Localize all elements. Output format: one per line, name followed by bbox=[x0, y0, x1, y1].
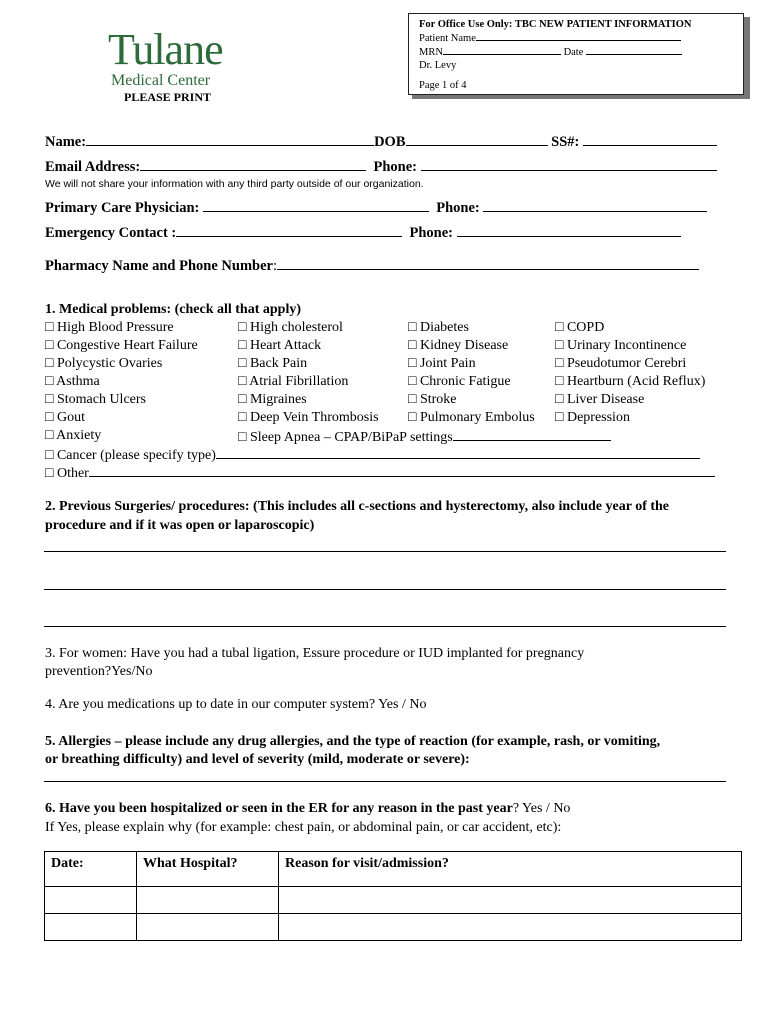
emergency-label: Emergency Contact : bbox=[45, 225, 177, 241]
dob-label: DOB bbox=[374, 134, 406, 150]
emergency-row bbox=[45, 224, 681, 242]
answer-line[interactable] bbox=[44, 626, 726, 627]
q1-col3-item[interactable]: □ Diabetes bbox=[408, 320, 469, 335]
q2-text: 2. Previous Surgeries/ procedures: (This includes all c-sections and hysterectomy, also include year of the bbox=[45, 499, 670, 514]
table-cell[interactable] bbox=[137, 887, 279, 914]
dob-field[interactable] bbox=[406, 133, 548, 146]
ss-field[interactable] bbox=[583, 133, 717, 146]
q3-text: 3. For women: Have you had a tubal ligation, Essure procedure or IUD implanted for pregnancy bbox=[45, 646, 585, 661]
email-row bbox=[45, 158, 717, 176]
phone-label: Phone: bbox=[373, 159, 417, 175]
phone-field[interactable] bbox=[421, 158, 717, 171]
answer-line[interactable] bbox=[44, 589, 726, 590]
q1-col3-item[interactable]: □ Joint Pain bbox=[408, 356, 476, 371]
emergency-phone-field[interactable] bbox=[457, 224, 681, 237]
email-field[interactable] bbox=[140, 158, 366, 171]
emergency-phone-label: Phone: bbox=[409, 225, 454, 241]
pharmacy-row bbox=[45, 257, 699, 275]
pcp-phone-label: Phone: bbox=[436, 200, 480, 216]
q6-text: 6. Have you been hospitalized or seen in the ER for any reason in the past year? Yes / No bbox=[45, 801, 571, 816]
q1-col2-item[interactable]: □ Heart Attack bbox=[238, 338, 322, 353]
table-cell[interactable] bbox=[137, 914, 279, 941]
pcp-label: Primary Care Physician: bbox=[45, 200, 200, 216]
q1-col4-item[interactable]: □ Heartburn (Acid Reflux) bbox=[555, 374, 706, 389]
answer-line[interactable] bbox=[44, 551, 726, 552]
office-mrn: MRN Date bbox=[419, 45, 743, 59]
table-cell[interactable] bbox=[279, 887, 742, 914]
q1-col1-item[interactable]: □ Congestive Heart Failure bbox=[45, 338, 198, 353]
pharmacy-field[interactable] bbox=[277, 257, 699, 270]
q2-text: procedure and if it was open or laparoscopic) bbox=[45, 518, 315, 533]
q1-col4-item[interactable]: □ Urinary Incontinence bbox=[555, 338, 687, 353]
office-title: For Office Use Only: TBC NEW PATIENT INFORMATION bbox=[419, 19, 692, 30]
q1-other[interactable]: □ Other bbox=[45, 464, 715, 482]
pcp-field[interactable] bbox=[203, 199, 429, 212]
ss-label: SS#: bbox=[551, 134, 580, 150]
q1-col2-item[interactable]: □ Deep Vein Thrombosis bbox=[238, 410, 379, 425]
table-cell[interactable] bbox=[45, 914, 137, 941]
office-page: Page 1 of 4 bbox=[419, 80, 467, 91]
name-row bbox=[45, 133, 717, 151]
q1-cancer[interactable]: □ Cancer (please specify type) bbox=[45, 446, 700, 464]
q1-col2-item[interactable]: □ Atrial Fibrillation bbox=[238, 374, 349, 389]
q1-col2-item[interactable]: □ High cholesterol bbox=[238, 320, 343, 335]
answer-line[interactable] bbox=[44, 781, 726, 782]
q1-col1-item[interactable]: □ Anxiety bbox=[45, 428, 102, 443]
table-header-row bbox=[45, 852, 742, 887]
q1-col3-item[interactable]: □ Kidney Disease bbox=[408, 338, 509, 353]
email-label: Email Address: bbox=[45, 159, 141, 175]
col-header-date: Date: bbox=[45, 852, 137, 887]
q1-col1-item[interactable]: □ Stomach Ulcers bbox=[45, 392, 146, 407]
q1-col4-item[interactable]: □ Pseudotumor Cerebri bbox=[555, 356, 687, 371]
pharmacy-colon: : bbox=[272, 258, 277, 274]
q5-text: or breathing difficulty) and level of severity (mild, moderate or severe): bbox=[45, 752, 470, 767]
please-print: PLEASE PRINT bbox=[124, 90, 212, 104]
privacy-note: We will not share your information with any third party outside of our organization. bbox=[45, 178, 424, 190]
q1-col2-item[interactable]: □ Migraines bbox=[238, 392, 307, 407]
q1-col4-item[interactable]: □ COPD bbox=[555, 320, 605, 335]
q1-col1-item[interactable]: □ Polycystic Ovaries bbox=[45, 356, 163, 371]
pcp-phone-field[interactable] bbox=[483, 199, 707, 212]
name-field[interactable] bbox=[86, 133, 374, 146]
q6-text: If Yes, please explain why (for example: chest pain, or abdominal pain, or car accident, etc): bbox=[45, 820, 562, 835]
q1-sleep-apnea[interactable]: □ Sleep Apnea – CPAP/BiPaP settings bbox=[238, 428, 611, 446]
office-doctor: Dr. Levy bbox=[419, 60, 457, 71]
office-use-box bbox=[408, 13, 744, 95]
tulane-logo: Tulane bbox=[108, 25, 223, 74]
q1-col4-item[interactable]: □ Depression bbox=[555, 410, 630, 425]
table-cell[interactable] bbox=[45, 887, 137, 914]
table-cell[interactable] bbox=[279, 914, 742, 941]
q1-col2-item[interactable]: □ Back Pain bbox=[238, 356, 308, 371]
visits-table bbox=[44, 851, 742, 941]
table-row bbox=[45, 887, 742, 914]
logo-subtitle: Medical Center bbox=[111, 72, 211, 89]
emergency-field[interactable] bbox=[176, 224, 402, 237]
name-label: Name: bbox=[45, 134, 87, 150]
office-patient-name: Patient Name bbox=[419, 31, 743, 45]
q1-col3-item[interactable]: □ Pulmonary Embolus bbox=[408, 410, 535, 425]
table-row bbox=[45, 914, 742, 941]
pharmacy-label: Pharmacy Name and Phone Number bbox=[45, 258, 273, 274]
col-header-hospital: What Hospital? bbox=[137, 852, 279, 887]
q4-text: 4. Are you medications up to date in our computer system? Yes / No bbox=[45, 697, 427, 712]
col-header-reason: Reason for visit/admission? bbox=[279, 852, 742, 887]
q1-col1-item[interactable]: □ High Blood Pressure bbox=[45, 320, 174, 335]
q3-text: prevention?Yes/No bbox=[45, 664, 153, 679]
q1-col1-item[interactable]: □ Gout bbox=[45, 410, 85, 425]
q1-col3-item[interactable]: □ Chronic Fatigue bbox=[408, 374, 511, 389]
q5-text: 5. Allergies – please include any drug allergies, and the type of reaction (for example, rash, or vomiting, bbox=[45, 734, 661, 749]
q1-col3-item[interactable]: □ Stroke bbox=[408, 392, 457, 407]
q1-title: 1. Medical problems: (check all that apply) bbox=[45, 302, 302, 317]
q1-col1-item[interactable]: □ Asthma bbox=[45, 374, 100, 389]
q1-col4-item[interactable]: □ Liver Disease bbox=[555, 392, 645, 407]
pcp-row bbox=[45, 199, 707, 217]
